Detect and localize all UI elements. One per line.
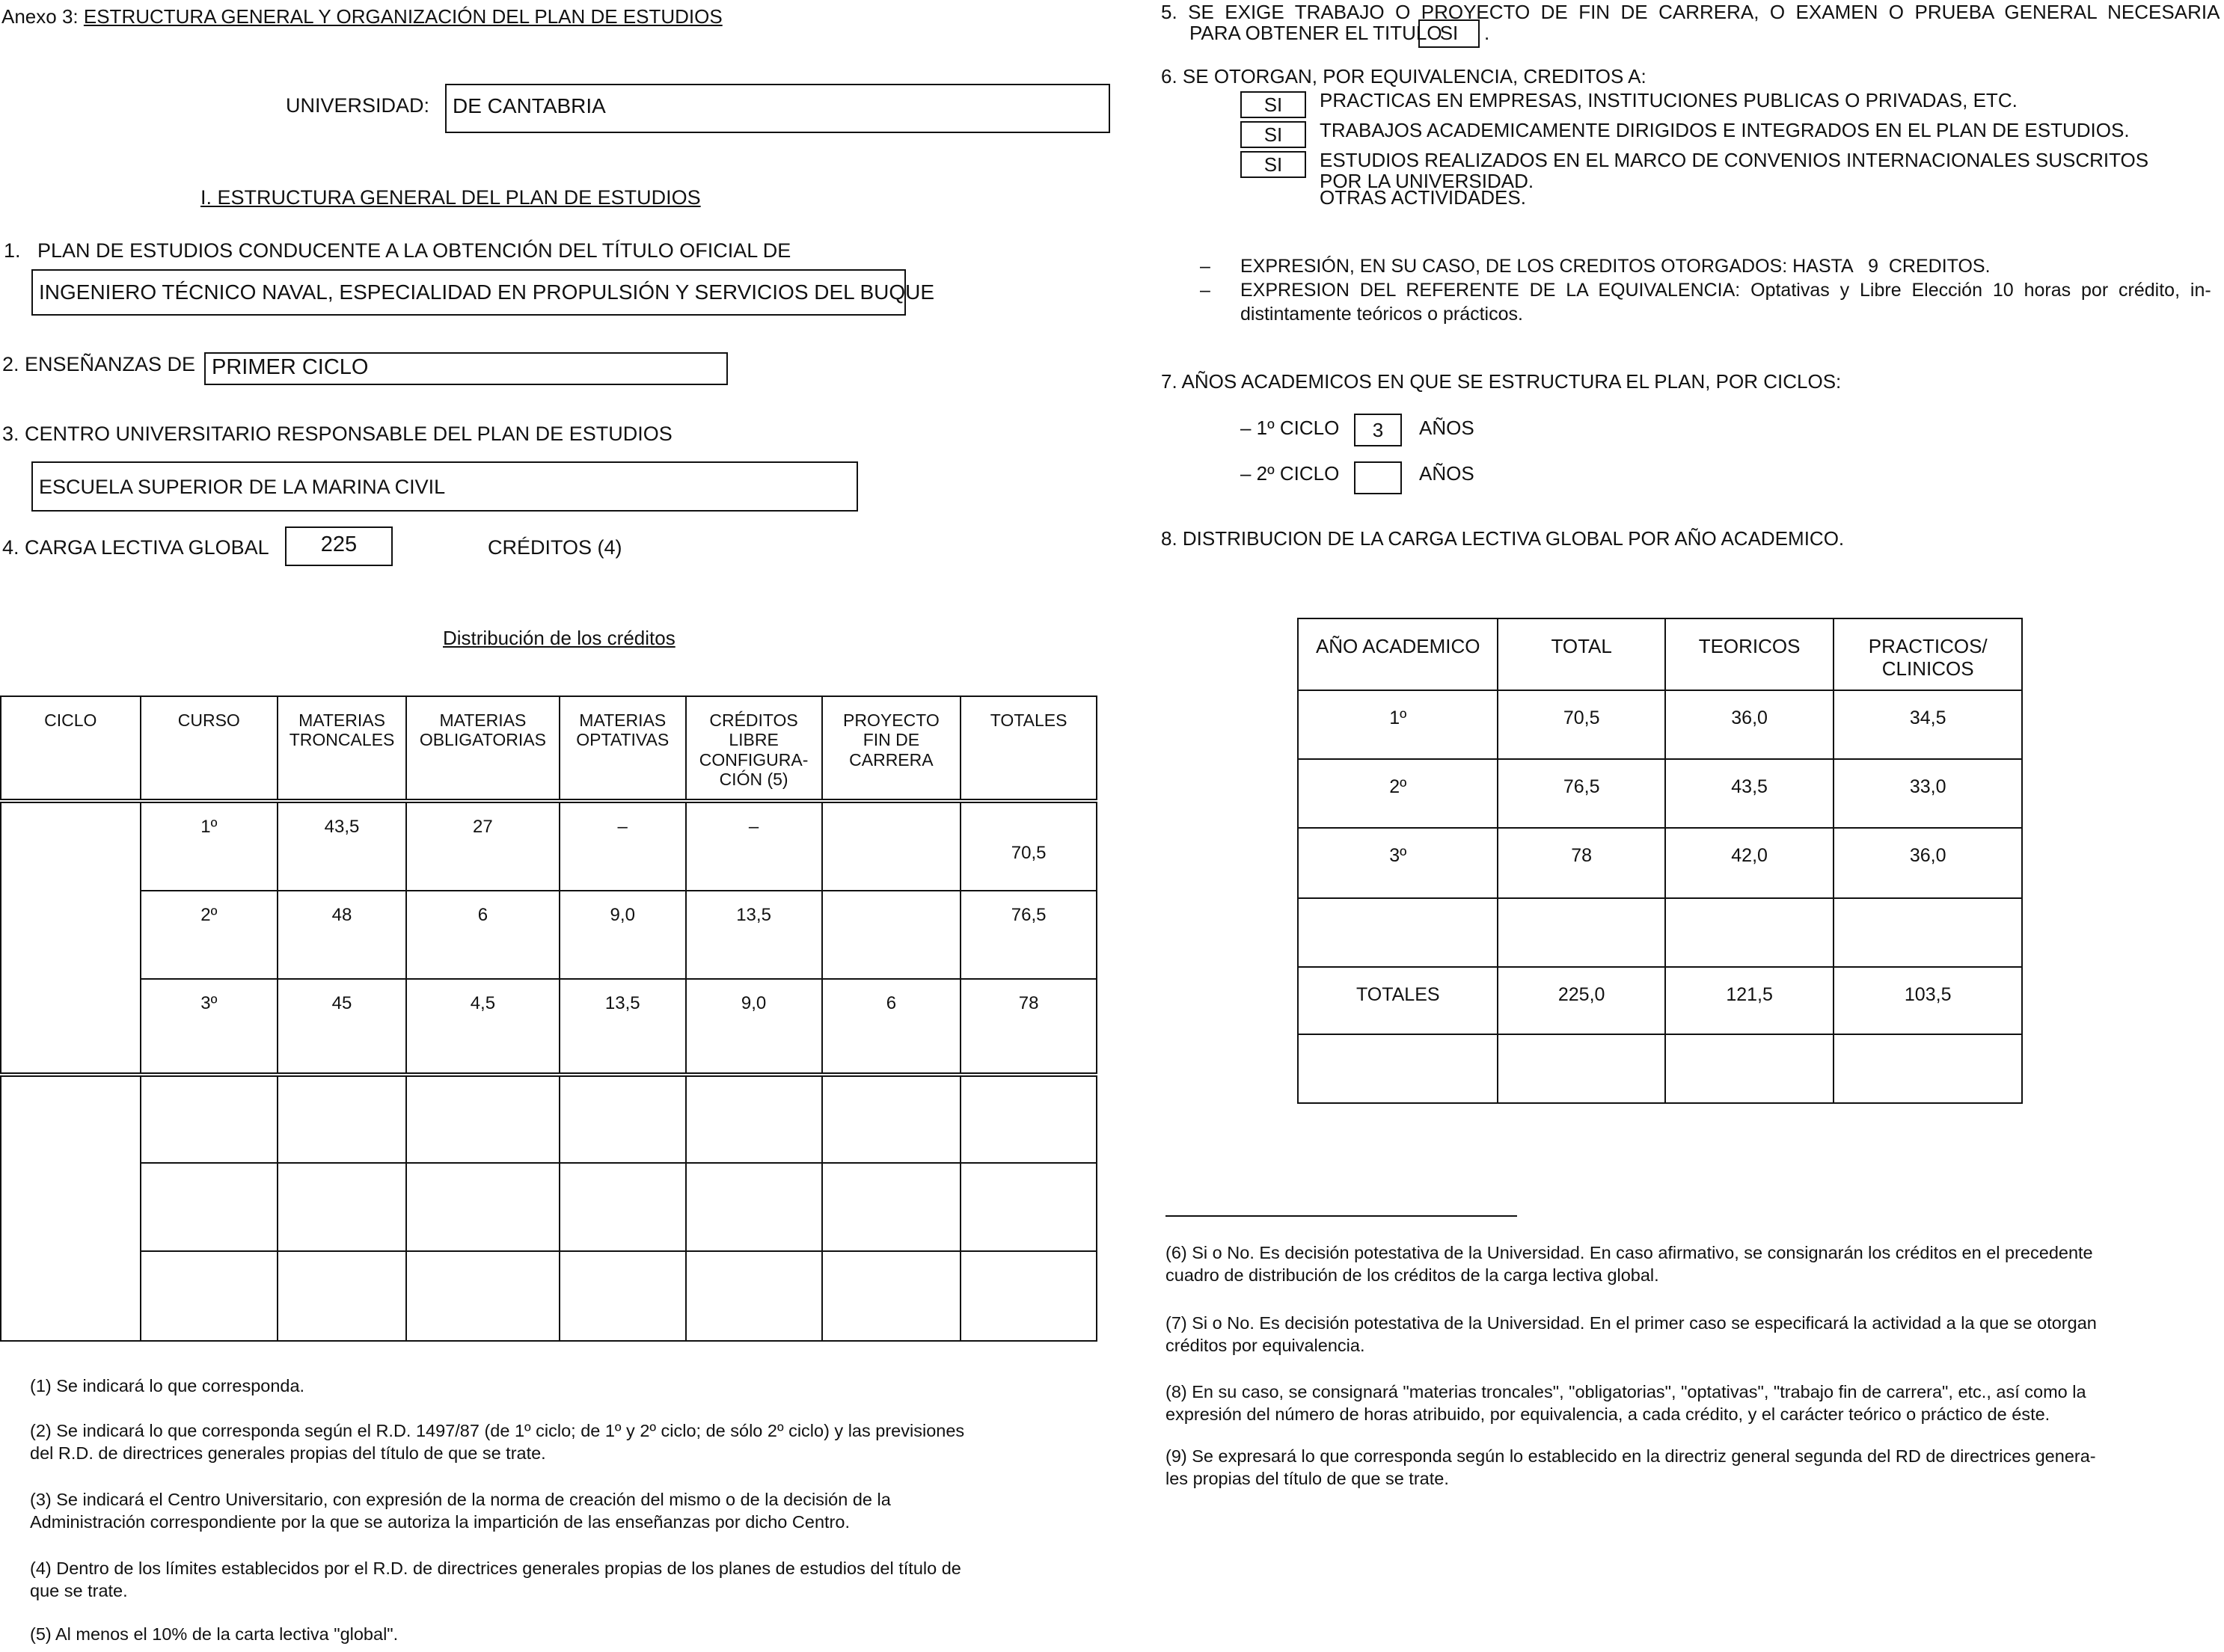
credits-cell: 78: [961, 979, 1097, 1075]
year-cell: 3º: [1298, 828, 1498, 898]
item3-label: 3. CENTRO UNIVERSITARIO RESPONSABLE DEL PLAN DE ESTUDIOS: [2, 423, 673, 445]
year-cell: 103,5: [1834, 967, 2022, 1034]
credits-header-cell: CRÉDITOS LIBRE CONFIGURA- CIÓN (5): [686, 696, 822, 801]
equivalence-option-text: TRABAJOS ACADEMICAMENTE DIRIGIDOS E INTEGRADOS EN EL PLAN DE ESTUDIOS.: [1320, 119, 2130, 141]
year-cell: 36,0: [1665, 690, 1834, 759]
equivalence-reference-line2: distintamente teóricos o prácticos.: [1240, 304, 1523, 325]
credits-cell: [822, 801, 961, 891]
global-load-unit: CRÉDITOS (4): [488, 536, 622, 559]
credits-cell: 6: [406, 891, 560, 979]
year-cell: 36,0: [1834, 828, 2022, 898]
year-cell: 42,0: [1665, 828, 1834, 898]
footnote: (3) Se indicará el Centro Universitario, con expresión de la norma de creación del mismo o de la decisión de la Administración correspondiente por la que se autoriza la impartición de las enseñanzas por dicho Centro.: [30, 1490, 891, 1532]
cycle1-label: – 1º CICLO: [1240, 417, 1340, 439]
year-row: [1298, 828, 2022, 898]
year-header-cell: PRACTICOS/ CLINICOS: [1834, 618, 2022, 690]
bullet-dash-1: –: [1200, 256, 1210, 277]
credits-cell: 6: [822, 979, 961, 1075]
equivalence-option-text: OTRAS ACTIVIDADES.: [1320, 186, 1526, 209]
year-cell: [1298, 1034, 1498, 1103]
credits-cell: 45: [278, 979, 406, 1075]
equivalence-mark-box: SI: [1240, 91, 1306, 118]
year-cell: [1834, 1034, 2022, 1103]
footnote: (9) Se expresará lo que corresponda según lo establecido en la directriz general segunda del RD de directrices genera- les propias del título de que se trate.: [1165, 1446, 2096, 1488]
year-header-cell: TOTAL: [1498, 618, 1664, 690]
credits-cell: [686, 1075, 822, 1163]
equivalence-option-text: PRACTICAS EN EMPRESAS, INSTITUCIONES PUBLICAS O PRIVADAS, ETC.: [1320, 89, 2018, 111]
credits-cell: [406, 1075, 560, 1163]
credits-cell: [822, 1163, 961, 1251]
year-cell: 43,5: [1665, 759, 1834, 828]
credits-cell: 9,0: [560, 891, 686, 979]
year-cell: 121,5: [1665, 967, 1834, 1034]
credits-cell: [141, 1075, 278, 1163]
credits-row: [1, 801, 1097, 891]
bullet-dash-2: –: [1200, 280, 1210, 301]
credits-cell: [961, 1251, 1097, 1341]
credits-granted-text: EXPRESIÓN, EN SU CASO, DE LOS CREDITOS OTORGADOS: HASTA 9 CREDITOS.: [1240, 256, 1991, 277]
year-row: [1298, 1034, 2022, 1103]
ciclo-cell: [1, 801, 141, 1075]
credits-cell: [686, 1251, 822, 1341]
university-field: DE CANTABRIA: [445, 84, 1110, 133]
credits-cell: 27: [406, 801, 560, 891]
credits-cell: 48: [278, 891, 406, 979]
year-cell: [1498, 898, 1664, 967]
credits-cell: [406, 1251, 560, 1341]
year-cell: 76,5: [1498, 759, 1664, 828]
year-header-cell: TEORICOS: [1665, 618, 1834, 690]
footnote: (1) Se indicará lo que corresponda.: [30, 1376, 305, 1395]
annex-heading: [1, 6, 723, 28]
credits-header-cell: CURSO: [141, 696, 278, 801]
footnote: (7) Si o No. Es decisión potestativa de la Universidad. En el primer caso se especificará la actividad a la que se otorgan créditos por equivalencia.: [1165, 1313, 2097, 1355]
year-cell: 225,0: [1498, 967, 1664, 1034]
year-row: [1298, 690, 2022, 759]
university-label: UNIVERSIDAD:: [286, 94, 430, 117]
credits-row: [1, 891, 1097, 979]
item2-label: 2. ENSEÑANZAS DE: [2, 353, 196, 375]
credits-cell: [278, 1075, 406, 1163]
year-cell: [1834, 898, 2022, 967]
credits-cell: –: [560, 801, 686, 891]
footnote: (8) En su caso, se consignará "materias troncales", "obligatorias", "optativas", "trabajo fin de carrera", etc., así como la expresión del número de horas atribuido, por equivalencia, a cada crédito, y el carácter teórico o práctico de éste.: [1165, 1382, 2086, 1424]
credits-cell: 13,5: [686, 891, 822, 979]
credits-header-cell: PROYECTO FIN DE CARRERA: [822, 696, 961, 801]
year-row: [1298, 967, 2022, 1034]
credits-cell: [822, 1251, 961, 1341]
credits-cell: [406, 1163, 560, 1251]
credits-row: [1, 979, 1097, 1075]
credits-cell: [560, 1163, 686, 1251]
year-row: [1298, 898, 2022, 967]
credits-cell: [141, 1163, 278, 1251]
year-cell: 78: [1498, 828, 1664, 898]
ciclo-cell: [1, 1075, 141, 1341]
degree-title-field: INGENIERO TÉCNICO NAVAL, ESPECIALIDAD EN PROPULSIÓN Y SERVICIOS DEL BUQUE: [31, 269, 906, 316]
footnote: (6) Si o No. Es decisión potestativa de la Universidad. En caso afirmativo, se consignarán los créditos en el precedente cuadro de distribución de los créditos de la carga lectiva global.: [1165, 1243, 2093, 1285]
item1-label: 1. PLAN DE ESTUDIOS CONDUCENTE A LA OBTENCIÓN DEL TÍTULO OFICIAL DE: [4, 239, 791, 262]
credits-cell: –: [686, 801, 822, 891]
item8-label: 8. DISTRIBUCION DE LA CARGA LECTIVA GLOBAL POR AÑO ACADEMICO.: [1161, 527, 1845, 550]
equivalence-reference-line1: EXPRESION DEL REFERENTE DE LA EQUIVALENCIA: Optativas y Libre Elección 10 horas por crédito, in-: [1240, 280, 2211, 301]
year-header-cell: AÑO ACADEMICO: [1298, 618, 1498, 690]
item4-label: 4. CARGA LECTIVA GLOBAL: [2, 536, 269, 559]
footnote-separator: [1165, 1215, 1517, 1217]
item7-label: 7. AÑOS ACADEMICOS EN QUE SE ESTRUCTURA EL PLAN, POR CICLOS:: [1161, 370, 1842, 393]
credits-header-cell: MATERIAS TRONCALES: [278, 696, 406, 801]
credits-cell: 9,0: [686, 979, 822, 1075]
footnote: (2) Se indicará lo que corresponda según el R.D. 1497/87 (de 1º ciclo; de 1º y 2º ciclo; de sólo 2º ciclo) y las previsiones del R.D. de directrices generales propias del título de que se trate.: [30, 1421, 965, 1463]
credits-cell: [822, 891, 961, 979]
cycle1-years-field: 3: [1354, 414, 1402, 446]
credits-cell: 43,5: [278, 801, 406, 891]
item5-tail: .: [1484, 22, 1490, 44]
equivalence-mark-box: SI: [1240, 151, 1306, 178]
annex-title: ESTRUCTURA GENERAL Y ORGANIZACIÓN DEL PLAN DE ESTUDIOS: [83, 5, 723, 28]
credits-cell: 76,5: [961, 891, 1097, 979]
item5-line2: PARA OBTENER EL TITULO: [1189, 22, 1442, 44]
credits-cell: [141, 1251, 278, 1341]
item5-line1: 5. SE EXIGE TRABAJO O PROYECTO DE FIN DE CARRERA, O EXAMEN O PRUEBA GENERAL NECESARIA: [1161, 1, 2220, 23]
footnote: (5) Al menos el 10% de la carta lectiva "global".: [30, 1624, 399, 1644]
credits-header-cell: CICLO: [1, 696, 141, 801]
year-cell: 34,5: [1834, 690, 2022, 759]
credits-header-cell: MATERIAS OPTATIVAS: [560, 696, 686, 801]
year-cell: [1298, 898, 1498, 967]
section-title: I. ESTRUCTURA GENERAL DEL PLAN DE ESTUDIOS: [200, 186, 701, 209]
credits-cell: 13,5: [560, 979, 686, 1075]
equivalence-option-text: ESTUDIOS REALIZADOS EN EL MARCO DE CONVENIOS INTERNACIONALES SUSCRITOS POR LA UNIVERSIDAD.: [1320, 149, 2149, 192]
cycle2-years-field: [1354, 461, 1402, 494]
equivalence-mark-box: SI: [1240, 121, 1306, 148]
year-cell: TOTALES: [1298, 967, 1498, 1034]
credits-table-title: Distribución de los créditos: [443, 627, 676, 649]
credits-row: [1, 1075, 1097, 1163]
credits-cell: [560, 1075, 686, 1163]
year-cell: 2º: [1298, 759, 1498, 828]
year-header-row: [1298, 618, 2022, 690]
credits-cell: [822, 1075, 961, 1163]
item6-label: 6. SE OTORGAN, POR EQUIVALENCIA, CREDITOS A:: [1161, 65, 1646, 87]
year-cell: [1498, 1034, 1664, 1103]
year-distribution-table: [1297, 618, 2023, 1104]
credits-row: [1, 1163, 1097, 1251]
credits-header-cell: MATERIAS OBLIGATORIAS: [406, 696, 560, 801]
credits-cell: [278, 1163, 406, 1251]
annex-prefix: Anexo 3:: [1, 5, 79, 28]
final-project-required-field: SI: [1418, 19, 1480, 48]
year-row: [1298, 759, 2022, 828]
global-load-field: 225: [285, 526, 393, 566]
credits-cell: [961, 1163, 1097, 1251]
credits-row: [1, 1251, 1097, 1341]
credits-header-cell: TOTALES: [961, 696, 1097, 801]
credits-cell: [961, 1075, 1097, 1163]
teaching-cycle-field: PRIMER CICLO: [204, 352, 728, 385]
credits-cell: [560, 1251, 686, 1341]
credits-cell: 3º: [141, 979, 278, 1075]
year-cell: 1º: [1298, 690, 1498, 759]
footnote: (4) Dentro de los límites establecidos por el R.D. de directrices generales propias de los planes de estudios del título de que se trate.: [30, 1559, 961, 1600]
year-cell: [1665, 898, 1834, 967]
credits-cell: 2º: [141, 891, 278, 979]
year-cell: 70,5: [1498, 690, 1664, 759]
credits-header-row: [1, 696, 1097, 801]
year-cell: 33,0: [1834, 759, 2022, 828]
credits-cell: 1º: [141, 801, 278, 891]
credits-cell: 70,5: [961, 801, 1097, 891]
cycle2-years-unit: AÑOS: [1419, 462, 1474, 485]
year-cell: [1665, 1034, 1834, 1103]
credits-table: [0, 696, 1097, 1342]
credits-cell: 4,5: [406, 979, 560, 1075]
credits-cell: [686, 1163, 822, 1251]
cycle2-label: – 2º CICLO: [1240, 462, 1340, 485]
university-center-field: ESCUELA SUPERIOR DE LA MARINA CIVIL: [31, 461, 858, 512]
cycle1-years-unit: AÑOS: [1419, 417, 1474, 439]
credits-cell: [278, 1251, 406, 1341]
